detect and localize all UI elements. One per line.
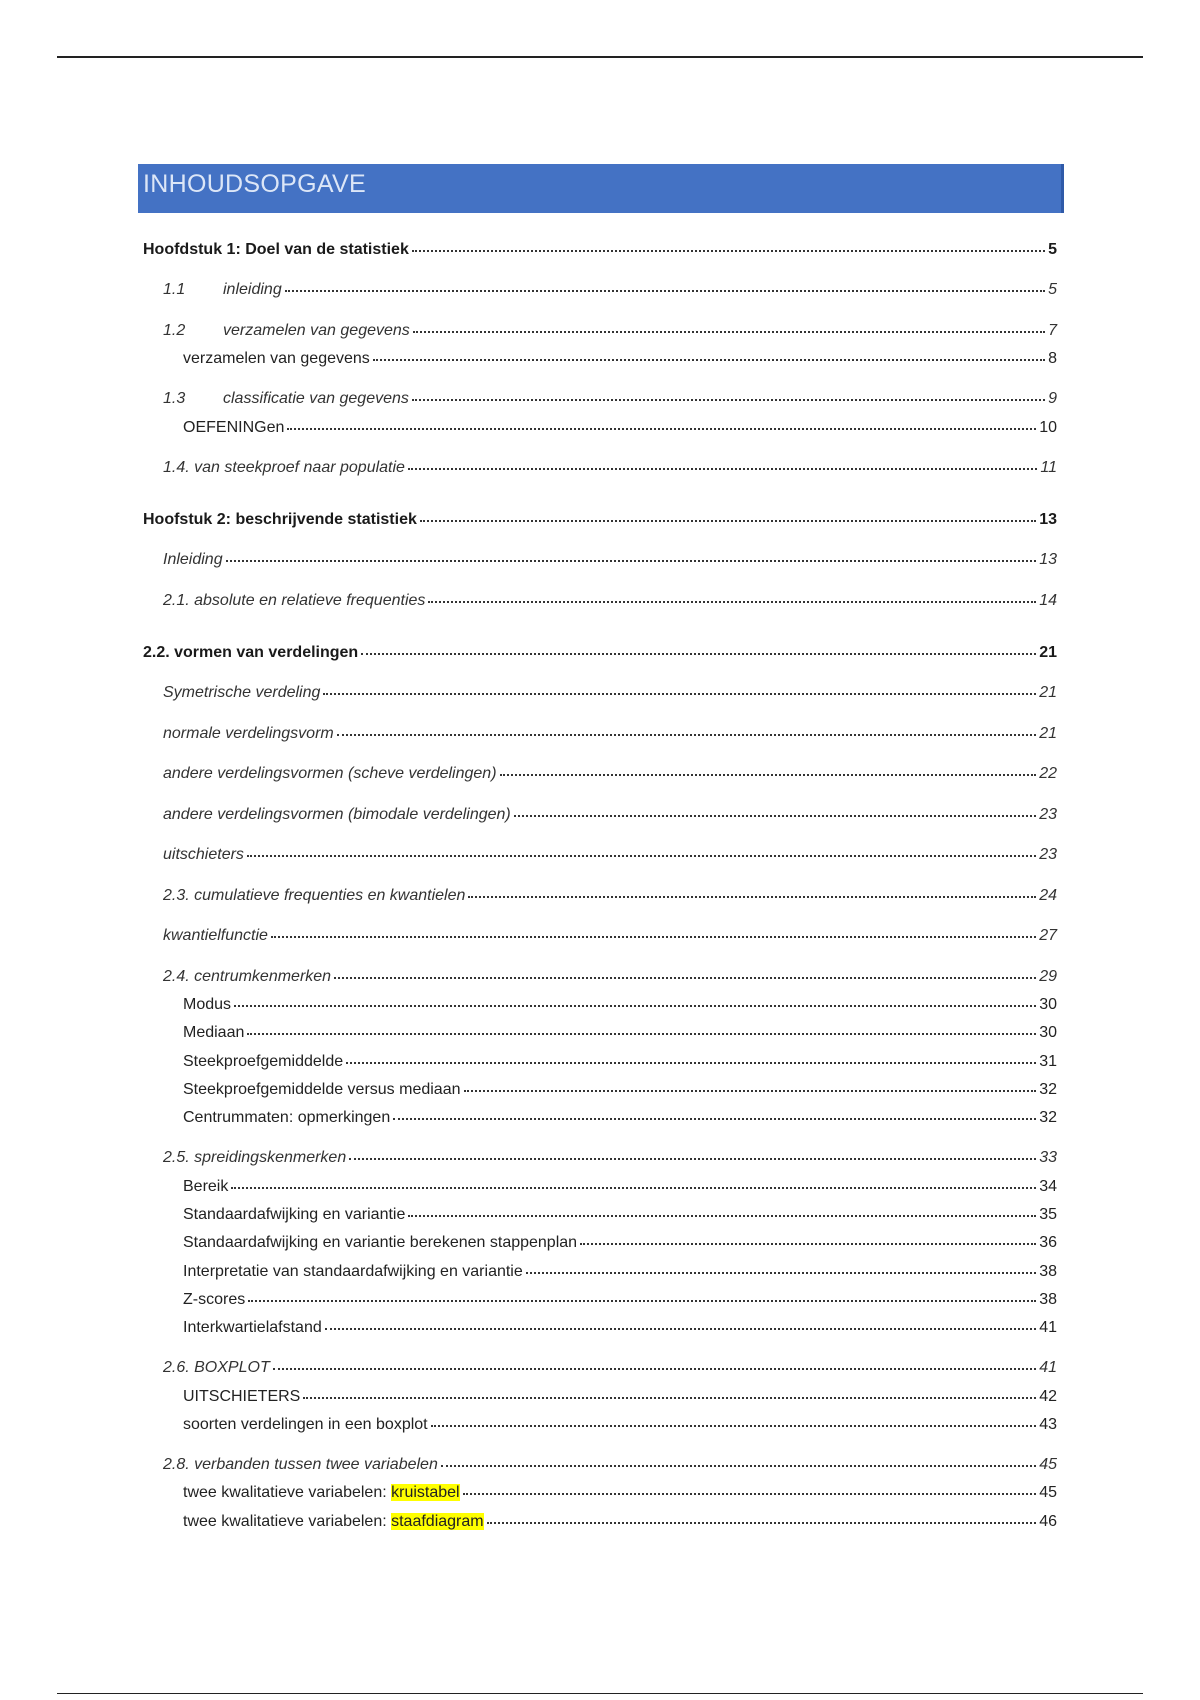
toc-entry-label xyxy=(143,510,417,530)
toc-entry-page: 8 xyxy=(1048,350,1057,367)
dot-leader xyxy=(408,1203,1036,1217)
dot-leader xyxy=(273,1356,1036,1370)
toc-entry-text: andere verdelingsvormen (bimodale verdelingen) xyxy=(163,806,511,823)
toc-entry[interactable] xyxy=(163,550,1057,570)
dot-leader xyxy=(325,1316,1036,1330)
toc-entry-page: 13 xyxy=(1039,511,1057,528)
toc-entry-label xyxy=(163,1148,346,1168)
toc-entry-page: 41 xyxy=(1039,1359,1057,1376)
dot-leader xyxy=(464,1078,1037,1092)
dot-leader xyxy=(441,1453,1036,1467)
toc-entry-label xyxy=(183,1318,322,1338)
toc-entry-label xyxy=(163,321,410,341)
toc-entry[interactable] xyxy=(143,240,1057,260)
toc-entry-label xyxy=(163,764,497,784)
toc-entry-page: 9 xyxy=(1048,390,1057,407)
toc-entry[interactable] xyxy=(183,1233,1057,1253)
toc-entry-page: 32 xyxy=(1039,1109,1057,1126)
toc-entry-text: verzamelen van gegevens xyxy=(183,350,370,367)
toc-entry-label xyxy=(183,1512,484,1532)
dot-leader xyxy=(271,924,1036,938)
dot-leader xyxy=(248,1288,1036,1302)
dot-leader xyxy=(413,319,1045,333)
toc-entry-label xyxy=(163,550,223,570)
dot-leader xyxy=(463,1481,1037,1495)
toc-entry-text: 2.3. cumulatieve frequenties en kwantielen xyxy=(163,887,466,904)
toc-entry-text: classificatie van gegevens xyxy=(223,390,409,407)
toc-entry[interactable] xyxy=(183,1080,1057,1100)
toc-entry-text: 2.1. absolute en relatieve frequenties xyxy=(163,592,426,609)
toc-entry-text: 1.4. van steekproef naar populatie xyxy=(163,459,405,476)
toc-entry-label xyxy=(163,724,334,744)
dot-leader xyxy=(431,1413,1037,1427)
dot-leader xyxy=(226,548,1037,562)
toc-entry[interactable] xyxy=(183,1387,1057,1407)
toc-entry-label xyxy=(183,1233,577,1253)
toc-entry-text: Centrummaten: opmerkingen xyxy=(183,1109,391,1126)
toc-entry-page: 42 xyxy=(1039,1388,1057,1405)
toc-entry-text: Mediaan xyxy=(183,1024,245,1041)
toc-entry-label xyxy=(163,1358,270,1378)
toc-entry-label xyxy=(163,886,465,906)
toc-entry-page: 41 xyxy=(1039,1319,1057,1336)
toc-entry-page: 38 xyxy=(1039,1291,1057,1308)
toc-entry-text: 2.2. vormen van verdelingen xyxy=(143,644,359,661)
dot-leader xyxy=(393,1106,1036,1120)
toc-entry[interactable] xyxy=(163,458,1057,478)
toc-entry-page: 33 xyxy=(1039,1149,1057,1166)
toc-entry-label xyxy=(163,683,320,703)
toc-entry-text: twee kwalitatieve variabelen: xyxy=(183,1484,392,1501)
toc-entry[interactable] xyxy=(143,510,1057,530)
toc-entry[interactable] xyxy=(183,1290,1057,1310)
toc-entry-text: OEFENINGen xyxy=(183,419,285,436)
toc-entry[interactable] xyxy=(183,1052,1057,1072)
toc-entry-label xyxy=(163,1455,438,1475)
dot-leader xyxy=(231,1175,1036,1189)
toc-entry-label xyxy=(183,1483,460,1503)
toc-entry[interactable] xyxy=(183,1318,1057,1338)
toc-entry-text: 2.6. BOXPLOT xyxy=(163,1359,270,1376)
toc-entry[interactable] xyxy=(163,389,1057,409)
toc-entry-text: Interkwartielafstand xyxy=(183,1319,322,1336)
toc-entry-page: 5 xyxy=(1048,281,1057,298)
toc-entry-label xyxy=(143,240,409,260)
toc-entry-text: 2.5. spreidingskenmerken xyxy=(163,1149,347,1166)
toc-entry-text: kwantielfunctie xyxy=(163,927,268,944)
toc-title: INHOUDSOPGAVE xyxy=(143,170,366,198)
dot-leader xyxy=(373,347,1045,361)
toc-entry-page: 23 xyxy=(1039,806,1057,823)
toc-entry-page: 46 xyxy=(1039,1513,1057,1530)
dot-leader xyxy=(487,1510,1037,1524)
toc-entry-page: 31 xyxy=(1039,1053,1057,1070)
toc-entry-page: 36 xyxy=(1039,1234,1057,1251)
toc-entry-text: Inleiding xyxy=(163,551,223,568)
toc-entry-label xyxy=(163,389,409,409)
toc-entry-page: 30 xyxy=(1039,996,1057,1013)
dot-leader xyxy=(428,589,1036,603)
toc-entry-label xyxy=(143,643,358,663)
dot-leader xyxy=(420,508,1036,522)
toc-entry-text: verzamelen van gegevens xyxy=(223,322,410,339)
toc-entry-page: 24 xyxy=(1039,887,1057,904)
footer-rule xyxy=(57,1693,1143,1694)
dot-leader xyxy=(412,387,1045,401)
toc-entry-label xyxy=(163,845,244,865)
toc-entry-label xyxy=(183,1262,523,1282)
toc-entry-label xyxy=(183,1177,228,1197)
toc-entry[interactable] xyxy=(163,1358,1057,1378)
toc-entry-page: 7 xyxy=(1048,322,1057,339)
toc-entry[interactable] xyxy=(143,643,1057,663)
toc-entry-text: uitschieters xyxy=(163,846,244,863)
toc-entry-page: 35 xyxy=(1039,1206,1057,1223)
toc-entry-text: soorten verdelingen in een boxplot xyxy=(183,1416,428,1433)
toc-entry-text: Hoofstuk 2: beschrijvende statistiek xyxy=(143,511,417,528)
dot-leader xyxy=(323,681,1036,695)
toc-entry[interactable] xyxy=(163,1148,1057,1168)
toc-entry-page: 13 xyxy=(1039,551,1057,568)
dot-leader xyxy=(514,803,1036,817)
toc-entry-label xyxy=(183,1205,405,1225)
toc-entry[interactable] xyxy=(183,1108,1057,1128)
toc-entry-text: Standaardafwijking en variantie xyxy=(183,1206,406,1223)
toc-entry[interactable] xyxy=(163,764,1057,784)
toc-entry[interactable] xyxy=(183,1483,1057,1503)
toc-entry-page: 5 xyxy=(1048,241,1057,258)
toc-entry-text: Symetrische verdeling xyxy=(163,684,321,701)
toc-entry-page: 43 xyxy=(1039,1416,1057,1433)
toc-entry[interactable] xyxy=(183,1512,1057,1532)
toc-entry[interactable] xyxy=(183,1205,1057,1225)
toc-entry-number: 1.3 xyxy=(163,390,186,407)
toc-entry-text: 2.4. centrumkenmerken xyxy=(163,968,332,985)
toc-entry[interactable] xyxy=(163,926,1057,946)
toc-entry[interactable] xyxy=(183,1262,1057,1282)
toc-entry-number: 1.2 xyxy=(163,322,186,339)
toc-entry-text: Bereik xyxy=(183,1178,229,1195)
toc-entry-label xyxy=(163,280,282,300)
toc-entry-text: inleiding xyxy=(223,281,282,298)
toc-entry-text: twee kwalitatieve variabelen: xyxy=(183,1513,392,1530)
highlighted-term: kruistabel xyxy=(391,1484,460,1501)
toc-entry-text: Interpretatie van standaardafwijking en variantie xyxy=(183,1263,523,1280)
toc-entry[interactable] xyxy=(183,349,1057,369)
toc-entry[interactable] xyxy=(163,886,1057,906)
toc-entry[interactable] xyxy=(183,1415,1057,1435)
dot-leader xyxy=(412,238,1045,252)
toc-entry[interactable] xyxy=(183,995,1057,1015)
toc-entry-page: 21 xyxy=(1039,644,1057,661)
dot-leader xyxy=(337,722,1036,736)
toc-entry-text: Hoofdstuk 1: Doel van de statistiek xyxy=(143,241,409,258)
toc-entry[interactable] xyxy=(163,591,1057,611)
dot-leader xyxy=(580,1231,1036,1245)
toc-entry-page: 21 xyxy=(1039,684,1057,701)
toc-entry[interactable] xyxy=(183,418,1057,438)
toc-entry-text: Z-scores xyxy=(183,1291,246,1308)
toc-entry-page: 34 xyxy=(1039,1178,1057,1195)
toc-entry-page: 45 xyxy=(1039,1456,1057,1473)
dot-leader xyxy=(349,1146,1036,1160)
toc-entry-label xyxy=(183,1108,390,1128)
toc-entry[interactable] xyxy=(163,724,1057,744)
toc-entry-label xyxy=(163,926,268,946)
dot-leader xyxy=(361,641,1036,655)
dot-leader xyxy=(287,416,1036,430)
toc-entry[interactable] xyxy=(183,1177,1057,1197)
toc-entry[interactable] xyxy=(163,805,1057,825)
toc-entry-label xyxy=(163,591,425,611)
toc-entry-label xyxy=(183,1415,428,1435)
toc-entry-label xyxy=(163,458,405,478)
dot-leader xyxy=(500,762,1037,776)
toc-entry-number: 1.1 xyxy=(163,281,186,298)
toc-entry-page: 21 xyxy=(1039,725,1057,742)
dot-leader xyxy=(408,456,1037,470)
dot-leader xyxy=(468,884,1036,898)
toc-entry[interactable] xyxy=(163,280,1057,300)
toc-entry-page: 22 xyxy=(1039,765,1057,782)
toc-entry-label xyxy=(183,1023,244,1043)
toc-entry-page: 27 xyxy=(1039,927,1057,944)
toc-entry[interactable] xyxy=(183,1023,1057,1043)
toc-entry-page: 23 xyxy=(1039,846,1057,863)
dot-leader xyxy=(247,1021,1036,1035)
toc-entry[interactable] xyxy=(163,683,1057,703)
toc-entry-text: UITSCHIETERS xyxy=(183,1388,301,1405)
dot-leader xyxy=(247,843,1036,857)
dot-leader xyxy=(346,1050,1036,1064)
toc-entry-page: 38 xyxy=(1039,1263,1057,1280)
toc-entry-label xyxy=(163,967,331,987)
toc-entry-page: 30 xyxy=(1039,1024,1057,1041)
dot-leader xyxy=(526,1260,1036,1274)
toc-entry-label xyxy=(163,805,511,825)
dot-leader xyxy=(334,965,1036,979)
toc-entry-text: Modus xyxy=(183,996,232,1013)
toc-entry[interactable] xyxy=(163,845,1057,865)
toc-entry-label xyxy=(183,1387,300,1407)
dot-leader xyxy=(285,278,1045,292)
dot-leader xyxy=(303,1385,1036,1399)
toc-entry[interactable] xyxy=(163,1455,1057,1475)
toc-entry-page: 14 xyxy=(1039,592,1057,609)
toc-entry-label xyxy=(183,418,284,438)
highlighted-term: staafdiagram xyxy=(391,1513,484,1530)
toc-entry[interactable] xyxy=(163,967,1057,987)
toc-entry[interactable] xyxy=(163,321,1057,341)
toc-entry-label xyxy=(183,1080,461,1100)
toc-entry-label xyxy=(183,995,231,1015)
toc-entry-page: 10 xyxy=(1039,419,1057,436)
toc-entry-label xyxy=(183,349,370,369)
toc-entry-text: andere verdelingsvormen (scheve verdelingen) xyxy=(163,765,497,782)
toc-entry-page: 45 xyxy=(1039,1484,1057,1501)
toc-entry-text: normale verdelingsvorm xyxy=(163,725,334,742)
toc-entry-page: 11 xyxy=(1040,459,1057,476)
toc-entry-label xyxy=(183,1290,245,1310)
dot-leader xyxy=(234,993,1036,1007)
toc-entry-text: Steekproefgemiddelde xyxy=(183,1053,344,1070)
toc-entry-text: Standaardafwijking en variantie berekenen stappenplan xyxy=(183,1234,578,1251)
toc-entry-text: 2.8. verbanden tussen twee variabelen xyxy=(163,1456,438,1473)
toc-entry-page: 29 xyxy=(1039,968,1057,985)
toc-entry-text: Steekproefgemiddelde versus mediaan xyxy=(183,1081,461,1098)
toc-entry-label xyxy=(183,1052,343,1072)
toc-entry-page: 32 xyxy=(1039,1081,1057,1098)
